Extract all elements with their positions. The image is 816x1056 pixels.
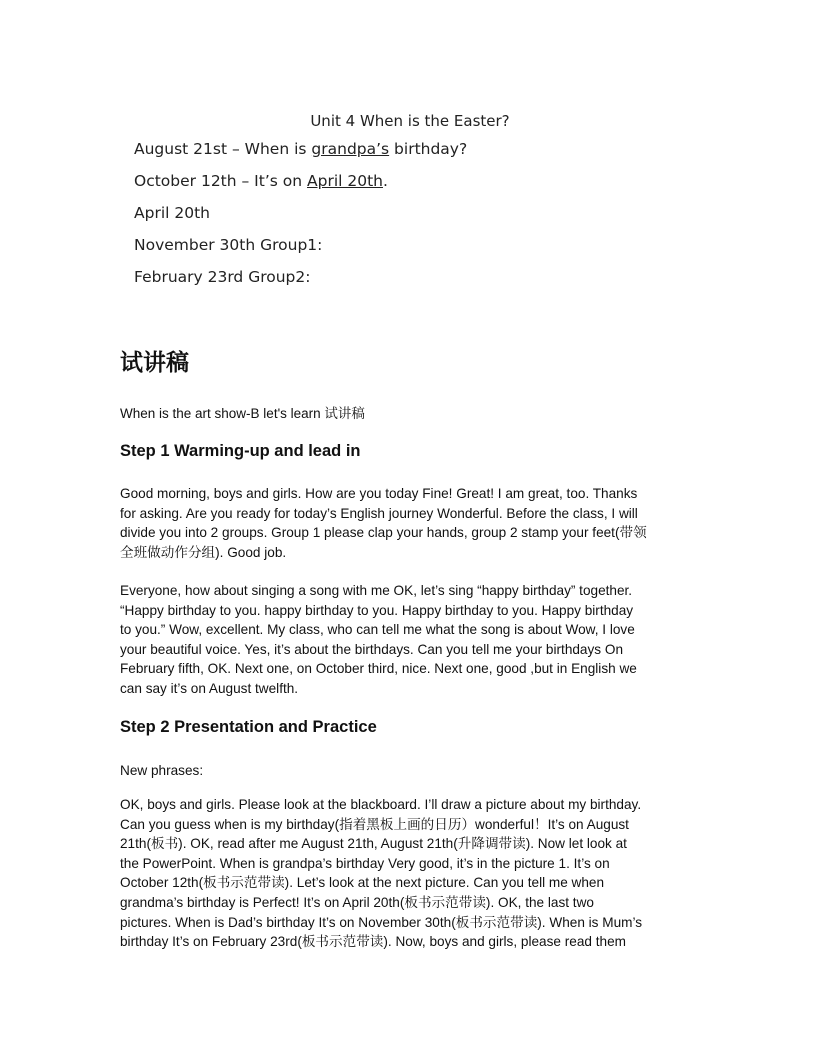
step1-heading: Step 1 Warming-up and lead in — [120, 442, 361, 460]
step2-paragraph: OK, boys and girls. Please look at the blackboard. I’ll draw a picture about my birthday. Can you guess when is my birthday(指着黑板上画的日历）wonderful！It’s on August 21th(板书). OK, read after me August 21th, August 21th(升降调带读). Now let look at the PowerPoint. When is grandpa’s birthday Very good, it’s in the picture 1. It’s on October 12th(板书示范带读). Let’s look at the next picture. Can you tell me when grandma’s birthday is Perfect! It’s on April 20th(板书示范带读). OK, the last two pictures. When is Dad’s birthday It’s on November 30th(板书示范带读). When is Mum’s birthday It’s on February 23rd(板书示范带读). Now, boys and girls, please read them — [120, 797, 643, 950]
document-subtitle: When is the art show-B let's learn 试讲稿 — [120, 406, 365, 421]
board-line-1-underlined: grandpa’s — [311, 140, 390, 158]
board-line-3: April 20th — [134, 204, 210, 222]
board-line-4: November 30th Group1: — [134, 236, 323, 254]
blackboard-image — [120, 112, 680, 300]
board-line-2-pre: October 12th – It’s on — [134, 172, 307, 190]
board-line-1-pre: August 21st – When is — [134, 140, 312, 158]
board-line-5: February 23rd Group2: — [134, 268, 311, 286]
step1-paragraph-1: Good morning, boys and girls. How are you today Fine! Great! I am great, too. Thanks for asking. Are you ready for today’s English journey Wonderful. Before the class, I will divide you into 2 groups. Group 1 please clap your hands, group 2 stamp your feet(带领 全班做动作分组). Good job. — [120, 486, 647, 560]
board-line-2-post: . — [382, 172, 388, 190]
board-line-1-post: birthday? — [389, 140, 468, 158]
step2-label: New phrases: — [120, 763, 204, 778]
board-line-2-underlined: April 20th — [307, 172, 383, 190]
board-line-2 — [134, 172, 680, 191]
step2-heading: Step 2 Presentation and Practice — [120, 718, 377, 736]
document-heading: 试讲稿 — [120, 350, 189, 376]
board-line-1 — [134, 140, 680, 159]
board-title: Unit 4 When is the Easter? — [310, 112, 510, 130]
step1-paragraph-2: Everyone, how about singing a song with me OK, let’s sing “happy birthday” together. “Happy birthday to you. happy birthday to you. Happy birthday to you. Happy birthday to you.” Wow, excellent. My class, who can tell me what the song is about Wow, I love your beautiful voice. Yes, it’s about the birthdays. Can you tell me your birthdays On February fifth, OK. Next one, on October third, nice. Next one, good ,but in English we can say it’s on August twelfth. — [120, 583, 637, 696]
